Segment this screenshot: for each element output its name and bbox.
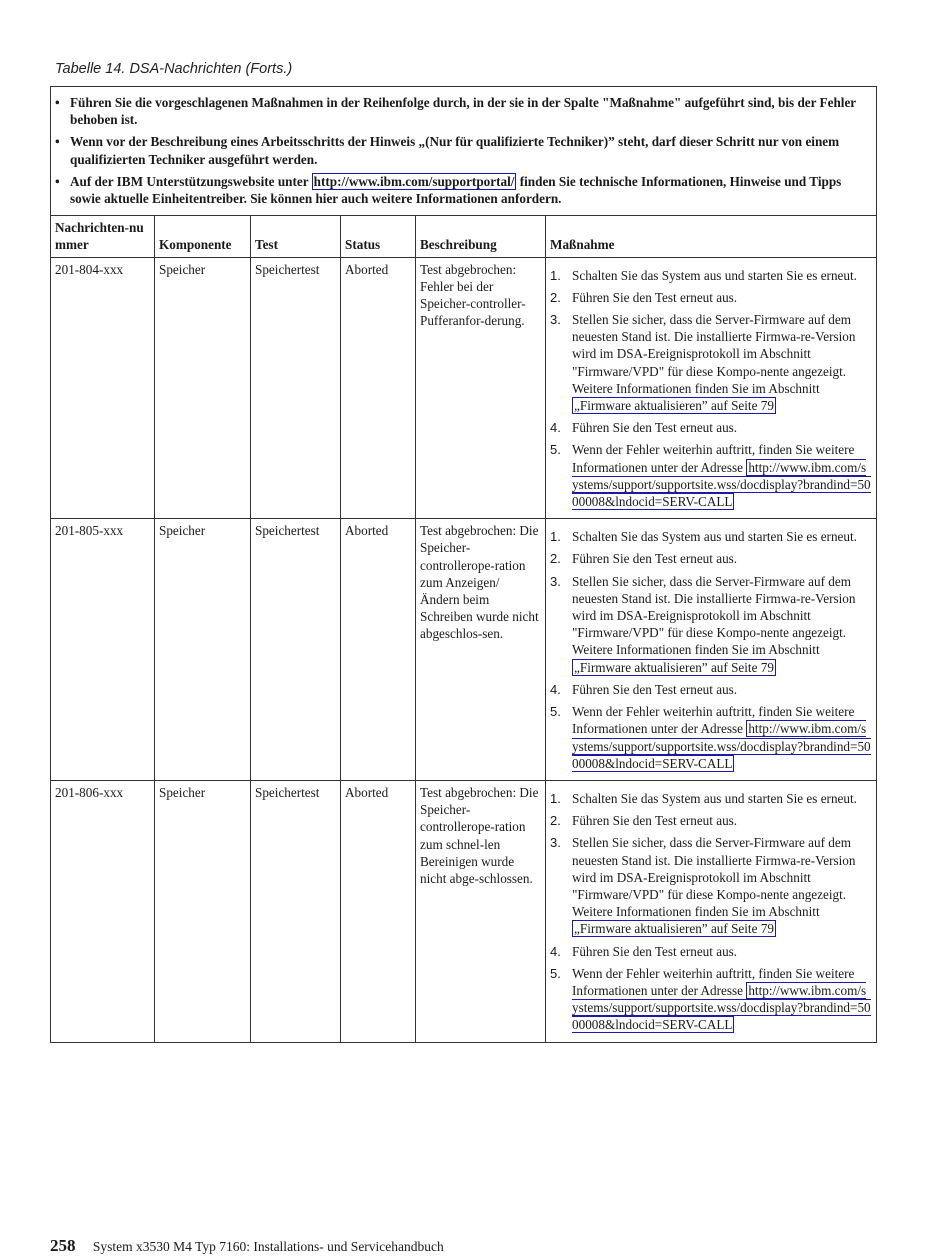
table-row	[51, 780, 877, 1042]
header-komponente: Komponente	[155, 216, 251, 257]
step-text: Schalten Sie das System aus und starten Sie es erneut.	[572, 790, 857, 806]
cell-test: Speichertest	[251, 519, 341, 781]
note-text: finden Sie technische Informationen, Hinweise und Tipps sowie aktuelle Einheitentreiber. Sie können hier auch weitere Informationen anfordern.	[70, 173, 842, 207]
cell-nummer: 201-805-xxx	[51, 519, 155, 781]
cell-beschreibung: Test abgebrochen: Die Speicher-controllerope-ration zum schnel-len Bereinigen wurde nicht abge-schlossen.	[416, 780, 546, 1042]
step-number: 1.	[550, 267, 561, 283]
cell-test: Speichertest	[251, 257, 341, 519]
note-text: Wenn vor der Beschreibung eines Arbeitsschritts der Hinweis „(Nur für qualifizierte Techniker)” steht, darf dieser Schritt nur von einem qualifizierten Techniker ausgeführt werden.	[70, 134, 840, 167]
table-row	[51, 519, 877, 781]
header-nummer: Nachrichten-nummer	[51, 216, 155, 257]
step-text: Stellen Sie sicher, dass die Server-Firmware auf dem neuesten Stand ist. Die installierte Firmwa-re-Version wird im DSA-Ereignisprotokoll im Abschnitt "Firmware/VPD" für diese Kompo-nente angezeigt. Weitere Informationen finden Sie im Abschnitt	[572, 312, 856, 396]
step-item	[550, 573, 872, 676]
cell-nummer: 201-806-xxx	[51, 780, 155, 1042]
step-text: Führen Sie den Test erneut aus.	[572, 813, 738, 829]
cell-status: Aborted	[341, 257, 416, 519]
step-text: Führen Sie den Test erneut aus.	[572, 420, 738, 436]
note-text: Auf der IBM Unterstützungswebsite unter	[70, 173, 309, 189]
step-text: Wenn der Fehler weiterhin auftritt, finden Sie weitere Informationen unter der Adresse	[572, 965, 855, 998]
step-number: 1.	[550, 529, 561, 545]
bullet-icon: •	[55, 95, 60, 110]
ibm-support-link[interactable]: http://www.ibm.com/systems/support/supportsite.wss/docdisplay?brandind=5000008&lndocid=SERV-CALL	[572, 721, 871, 771]
firmware-update-link[interactable]: „Firmware aktualisieren” auf Seite 79	[574, 659, 774, 675]
step-text: Schalten Sie das System aus und starten Sie es erneut.	[572, 267, 857, 283]
table-row	[51, 257, 877, 519]
step-number: 4.	[550, 943, 561, 959]
cell-massnahme	[546, 257, 877, 519]
header-test: Test	[251, 216, 341, 257]
steps-list	[550, 267, 872, 511]
firmware-update-link[interactable]: „Firmware aktualisieren” auf Seite 79	[574, 398, 774, 414]
page-footer	[50, 1236, 444, 1256]
step-number: 3.	[550, 573, 561, 589]
step-item	[550, 812, 872, 829]
cell-beschreibung: Test abgebrochen: Fehler bei der Speicher-controller-Pufferanfor-derung.	[416, 257, 546, 519]
step-item	[550, 528, 872, 545]
step-text: Schalten Sie das System aus und starten Sie es erneut.	[572, 529, 857, 545]
note-text: Führen Sie die vorgeschlagenen Maßnahmen in der Reihenfolge durch, in der sie in der Spalte "Maßnahme" aufgeführt sind, bis der Fehler behoben ist.	[70, 95, 856, 128]
notes-row	[51, 87, 877, 216]
steps-list	[550, 528, 872, 772]
step-text: Stellen Sie sicher, dass die Server-Firmware auf dem neuesten Stand ist. Die installierte Firmwa-re-Version wird im DSA-Ereignisprotokoll im Abschnitt "Firmware/VPD" für diese Kompo-nente angezeigt. Weitere Informationen finden Sie im Abschnitt	[572, 835, 856, 920]
step-number: 3.	[550, 312, 561, 328]
step-number: 2.	[550, 551, 561, 567]
step-number: 5.	[550, 704, 561, 720]
step-number: 5.	[550, 442, 561, 458]
note-item	[55, 133, 870, 167]
note-item	[55, 173, 870, 207]
step-item	[550, 441, 872, 510]
header-row	[51, 216, 877, 257]
cell-komponente: Speicher	[155, 780, 251, 1042]
step-text: Wenn der Fehler weiterhin auftritt, finden Sie weitere Informationen unter der Adresse	[572, 442, 855, 475]
header-massnahme: Maßnahme	[546, 216, 877, 257]
ibm-support-link[interactable]: http://www.ibm.com/systems/support/supportsite.wss/docdisplay?brandind=5000008&lndocid=SERV-CALL	[572, 459, 871, 510]
cell-komponente: Speicher	[155, 257, 251, 519]
cell-komponente: Speicher	[155, 519, 251, 781]
step-item	[550, 289, 872, 306]
step-number: 1.	[550, 790, 561, 806]
page-number: 258	[50, 1236, 76, 1255]
step-number: 3.	[550, 835, 561, 851]
step-item	[550, 834, 872, 937]
step-text: Stellen Sie sicher, dass die Server-Firmware auf dem neuesten Stand ist. Die installierte Firmwa-re-Version wird im DSA-Ereignisprotokoll im Abschnitt "Firmware/VPD" für diese Kompo-nente angezeigt. Weitere Informationen finden Sie im Abschnitt	[572, 573, 856, 658]
step-text: Führen Sie den Test erneut aus.	[572, 681, 738, 697]
cell-beschreibung: Test abgebrochen: Die Speicher-controllerope-ration zum Anzeigen/ Ändern beim Schreiben wurde nicht abgeschlos-sen.	[416, 519, 546, 781]
step-text: Wenn der Fehler weiterhin auftritt, finden Sie weitere Informationen unter der Adresse	[572, 704, 855, 737]
step-number: 2.	[550, 289, 561, 305]
header-status: Status	[341, 216, 416, 257]
notes-cell	[51, 87, 877, 216]
cell-status: Aborted	[341, 780, 416, 1042]
note-item	[55, 94, 870, 128]
cell-massnahme	[546, 780, 877, 1042]
header-beschreibung: Beschreibung	[416, 216, 546, 257]
cell-nummer: 201-804-xxx	[51, 257, 155, 519]
step-item	[550, 943, 872, 960]
step-item	[550, 550, 872, 567]
step-item	[550, 965, 872, 1034]
cell-massnahme	[546, 519, 877, 781]
step-item	[550, 681, 872, 698]
cell-test: Speichertest	[251, 780, 341, 1042]
step-text: Führen Sie den Test erneut aus.	[572, 943, 738, 959]
step-text: Führen Sie den Test erneut aus.	[572, 289, 738, 305]
table-caption: Tabelle 14. DSA-Nachrichten (Forts.)	[55, 61, 293, 77]
bullet-icon: •	[55, 173, 60, 189]
step-number: 2.	[550, 813, 561, 829]
ibm-support-link[interactable]: http://www.ibm.com/systems/support/supportsite.wss/docdisplay?brandind=5000008&lndocid=SERV-CALL	[572, 982, 871, 1033]
support-portal-link[interactable]: http://www.ibm.com/supportportal/	[313, 173, 515, 189]
step-number: 4.	[550, 420, 561, 436]
bullet-icon: •	[55, 134, 60, 150]
step-text: Führen Sie den Test erneut aus.	[572, 551, 738, 567]
footer-title: System x3530 M4 Typ 7160: Installations- und Servicehandbuch	[92, 1239, 444, 1254]
step-number: 5.	[550, 965, 561, 981]
firmware-update-link[interactable]: „Firmware aktualisieren” auf Seite 79	[574, 921, 774, 937]
step-number: 4.	[550, 681, 561, 697]
dsa-messages-table	[50, 86, 877, 1043]
step-item	[550, 790, 872, 807]
steps-list	[550, 790, 872, 1034]
step-item	[550, 419, 872, 436]
cell-status: Aborted	[341, 519, 416, 781]
step-item	[550, 311, 872, 414]
step-item	[550, 267, 872, 284]
step-item	[550, 703, 872, 772]
